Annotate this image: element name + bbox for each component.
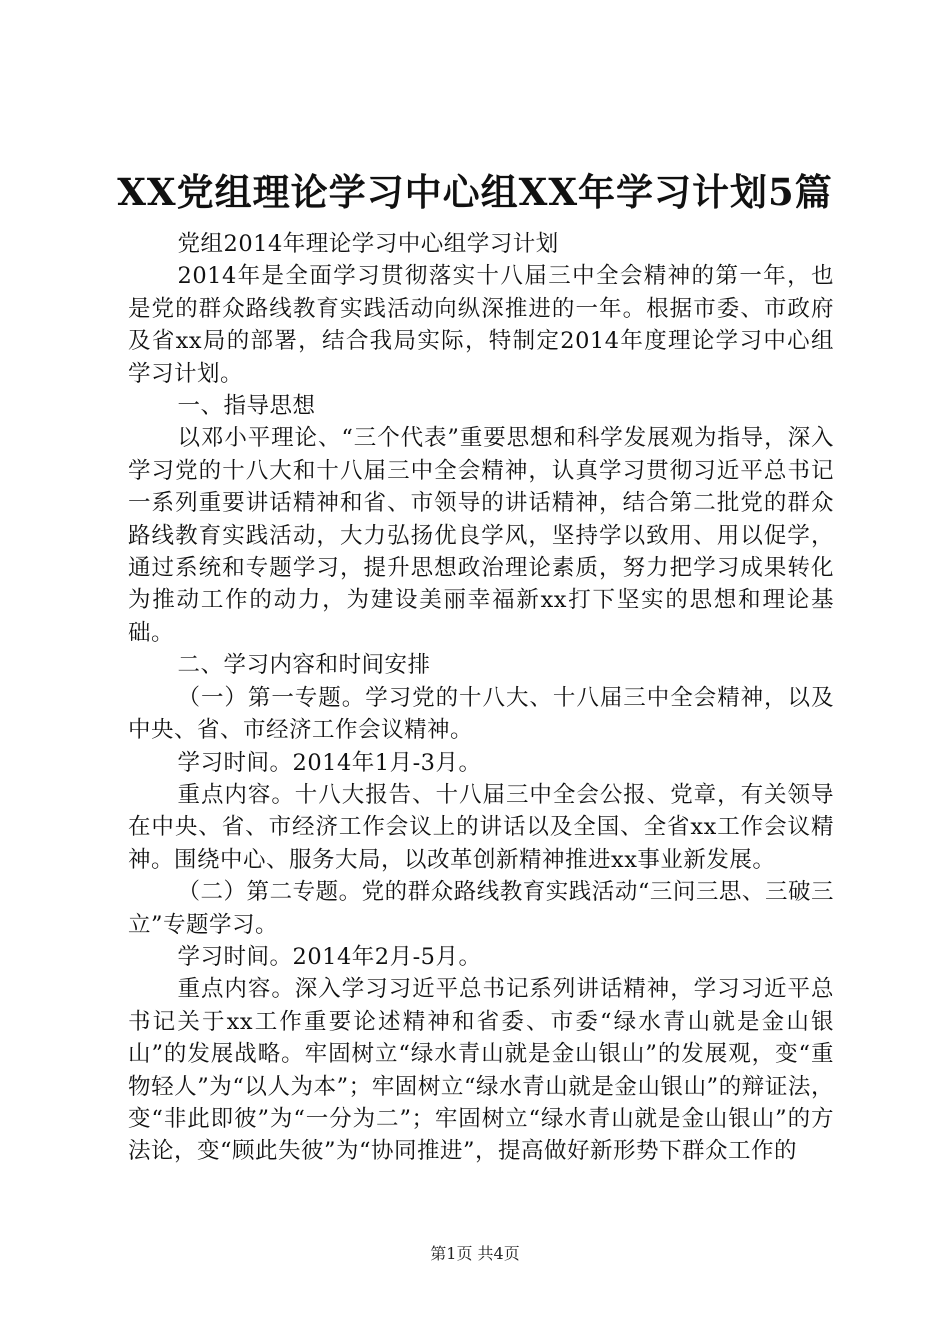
- paragraph-topic-one: （一）第一专题。学习党的十八大、十八届三中全会精神，以及中央、省、市经济工作会议精神。: [128, 684, 834, 744]
- document-title: XX党组理论学习中心组XX年学习计划5篇: [117, 170, 833, 214]
- paragraph-intro: 2014年是全面学习贯彻落实十八届三中全会精神的第一年，也是党的群众路线教育实践活动向纵深推进的一年。根据市委、市政府及省xx局的部署，结合我局实际，特制定2014年度理论学习中心组学习计划。: [128, 263, 834, 387]
- section-heading-content-schedule: 二、学习内容和时间安排: [177, 652, 431, 679]
- paragraph-subtitle: 党组2014年理论学习中心组学习计划: [177, 231, 559, 257]
- paragraph-topic-two: （二）第二专题。党的群众路线教育实践活动“三问三思、三破三立”专题学习。: [128, 879, 834, 938]
- document-body: [128, 228, 834, 1168]
- paragraph-guiding-ideology: 以邓小平理论、“三个代表”重要思想和科学发展观为指导，深入学习党的十八大和十八届三中全会精神，认真学习贯彻习近平总书记一系列重要讲话精神和省、市领导的讲话精神，结合第二批党的群众路线教育实践活动，大力弘扬优良学风，坚持学以致用、用以促学，通过系统和专题学习，提升思想政治理论素质，努力把学习成果转化为推动工作的动力，为建设美丽幸福新xx打下坚实的思想和理论基础。: [128, 425, 834, 646]
- paragraph-topic-one-time: 学习时间。2014年1月-3月。: [177, 749, 482, 776]
- paragraph-topic-two-time: 学习时间。2014年2月-5月。: [177, 943, 482, 970]
- section-heading-guiding-ideology: 一、指导思想: [177, 393, 316, 420]
- page-footer: 第1页 共4页: [430, 1244, 520, 1263]
- paragraph-topic-one-content: 重点内容。十八大报告、十八届三中全会公报、党章，有关领导在中央、省、市经济工作会议上的讲话以及全国、全省xx工作会议精神。围绕中心、服务大局，以改革创新精神推进xx事业新发展。: [128, 781, 834, 873]
- paragraph-topic-two-content: 重点内容。深入学习习近平总书记系列讲话精神，学习习近平总书记关于xx工作重要论述精神和省委、市委“绿水青山就是金山银山”的发展战略。牢固树立“绿水青山就是金山银山”的发展观，变“重物轻人”为“以人为本”；牢固树立“绿水青山就是金山银山”的辩证法，变“非此即彼”为“一分为二”；牢固树立“绿水青山就是金山银山”的方法论，变“顾此失彼”为“协同推进”，提高做好新形势下群众工作的: [128, 976, 834, 1165]
